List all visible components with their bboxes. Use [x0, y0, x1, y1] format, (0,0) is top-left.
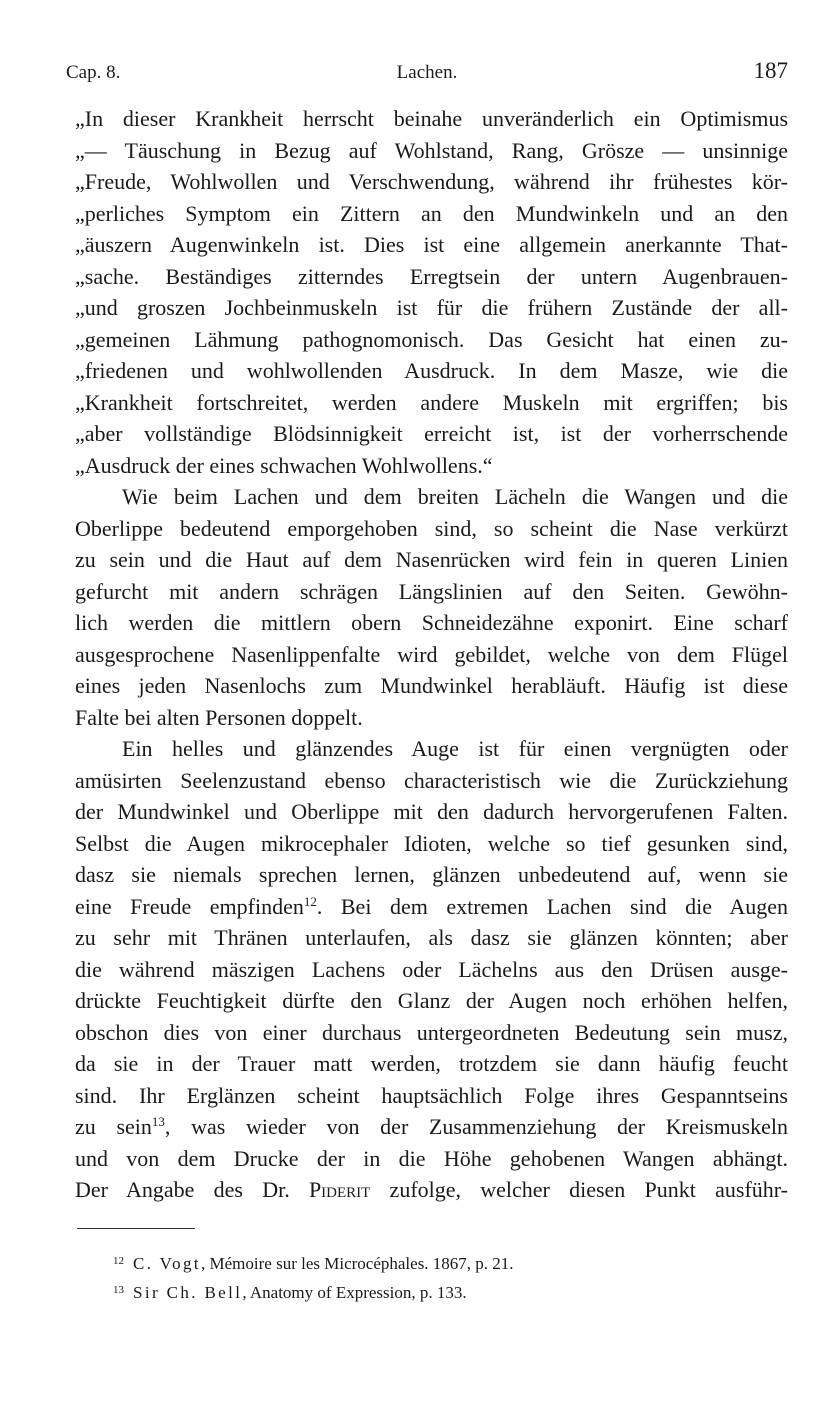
text-line: [75, 859, 788, 891]
line-text: drückte Feuchtigkeit dürfte den Glanz der Augen noch erhöhen helfen,: [75, 988, 788, 1013]
line-text: „gemeinen Lähmung pathognomonisch. Das Gesicht hat einen zu-: [75, 326, 788, 352]
text-line: [75, 670, 788, 702]
chapter-label: Cap. 8.: [66, 62, 121, 83]
line-text: Falte bei alten Personen doppelt.: [75, 704, 363, 730]
text-line: [75, 765, 788, 797]
line-text: „aber vollständige Blödsinnigkeit erreicht ist, ist der vorherrschende: [75, 421, 788, 446]
line-text: „sache. Beständiges zitterndes Erregtsein der untern Augenbrauen-: [75, 263, 788, 289]
footnote: [113, 1279, 733, 1308]
text-line: [75, 229, 788, 261]
text-line: [75, 135, 788, 167]
text-line: [75, 324, 788, 356]
text-line: [75, 796, 788, 828]
text-line: [75, 292, 788, 324]
line-text: und von dem Drucke der in die Höhe gehobenen Wangen abhängt.: [75, 1145, 788, 1171]
footnotes: [113, 1250, 733, 1308]
text-line: [75, 1048, 788, 1080]
line-text: der Mundwinkel und Oberlippe mit den dadurch hervorgerufenen Falten.: [75, 799, 788, 824]
footnote-ref: 13: [151, 1114, 165, 1129]
footnote-mark: 12: [113, 1255, 124, 1267]
line-text: dasz sie niemals sprechen lernen, glänzen unbedeutend auf, wenn sie: [75, 862, 788, 887]
text-line: [75, 639, 788, 671]
text-line: [75, 544, 788, 576]
line-text: Oberlippe bedeutend emporgehoben sind, so scheint die Nase verkürzt: [75, 515, 788, 541]
running-title: Lachen.: [396, 62, 458, 83]
line-text: Wie beim Lachen und dem breiten Lächeln die Wangen und die: [122, 484, 788, 509]
line-text: „äuszern Augenwinkeln ist. Dies ist eine allgemein anerkannte That-: [75, 232, 788, 257]
text-line: [75, 828, 788, 860]
body-text: [75, 103, 788, 1206]
text-line: [75, 1174, 788, 1206]
line-text: gefurcht mit andern schrägen Längslinien auf den Seiten. Gewöhn-: [75, 578, 788, 604]
footnote-text: , Mémoire sur les Microcéphales. 1867, p. 21.: [201, 1254, 514, 1273]
line-text: „friedenen und wohlwollenden Ausdruck. In dem Masze, wie die: [75, 358, 788, 383]
footnote-author: C. Vogt: [133, 1254, 202, 1273]
footnote-rule: [77, 1228, 195, 1229]
line-text: zu sein: [75, 1114, 152, 1139]
text-line: [75, 954, 788, 986]
text-line: [75, 922, 788, 954]
text-line: [75, 261, 788, 293]
line-text: da sie in der Trauer matt werden, trotzdem sie dann häufig feucht: [75, 1051, 788, 1076]
line-text: „Krankheit fortschreitet, werden andere Muskeln mit ergriffen; bis: [75, 389, 788, 415]
text-line: [75, 481, 788, 513]
line-text: amüsirten Seelenzustand ebenso characteristisch wie die Zurückziehung: [75, 767, 788, 793]
text-line: [75, 355, 788, 387]
line-text: . Bei dem extremen Lachen sind die Augen: [316, 893, 788, 919]
line-text: , was wieder von der Zusammenziehung der Kreismuskeln: [164, 1114, 788, 1139]
text-line: [75, 166, 788, 198]
text-line: [75, 1143, 788, 1175]
text-line: [75, 513, 788, 545]
footnote-ref: 12: [303, 893, 317, 909]
text-line: [75, 702, 788, 734]
text-line: [75, 1017, 788, 1049]
text-line: [75, 607, 788, 639]
line-text: Ein helles und glänzendes Auge ist für einen vergnügten oder: [122, 736, 788, 761]
text-line: [75, 576, 788, 608]
line-text: „Ausdruck der eines schwachen Wohlwollens.“: [75, 452, 493, 478]
text-line: [75, 198, 788, 230]
page-number: 187: [753, 58, 788, 83]
text-line: [75, 1111, 788, 1143]
line-text: „und groszen Jochbeinmuskeln ist für die frühern Zustände der all-: [75, 295, 788, 320]
text-line: [75, 733, 788, 765]
line-text: eines jeden Nasenlochs zum Mundwinkel herabläuft. Häufig ist diese: [75, 673, 788, 698]
line-text: zu sehr mit Thränen unterlaufen, als dasz sie glänzen könnten; aber: [75, 925, 788, 950]
line-text: „perliches Symptom ein Zittern an den Mundwinkeln und an den: [75, 200, 788, 226]
text-line: [75, 103, 788, 135]
author-name: Piderit: [308, 1177, 371, 1202]
line-text: ausgesprochene Nasenlippenfalte wird gebildet, welche von dem Flügel: [75, 641, 788, 667]
footnote-author: Sir Ch. Bell: [133, 1283, 243, 1302]
line-text: sind. Ihr Erglänzen scheint hauptsächlich Folge ihres Gespanntseins: [75, 1082, 788, 1108]
text-line: [75, 891, 788, 923]
line-text: obschon dies von einer durchaus untergeordneten Bedeutung sein musz,: [75, 1019, 788, 1045]
line-text: zu sein und die Haut auf dem Nasenrücken wird fein in queren Linien: [75, 547, 788, 572]
text-line: [75, 387, 788, 419]
footnote: [113, 1250, 733, 1279]
text-line: [75, 450, 788, 482]
footnote-mark: 13: [113, 1284, 124, 1296]
line-text: Der Angabe des Dr.: [75, 1177, 309, 1202]
line-text: Selbst die Augen mikrocephaler Idioten, welche so tief gesunken sind,: [75, 830, 788, 856]
line-text: „In dieser Krankheit herrscht beinahe unveränderlich ein Optimismus: [75, 106, 788, 131]
line-text: eine Freude empfinden: [75, 893, 304, 919]
running-head: [66, 58, 788, 86]
text-line: [75, 985, 788, 1017]
line-text: die während mäszigen Lachens oder Lächelns aus den Drüsen ausge-: [75, 956, 788, 982]
text-line: [75, 1080, 788, 1112]
line-text: zufolge, welcher diesen Punkt ausführ-: [370, 1177, 788, 1202]
footnote-text: , Anatomy of Expression, p. 133.: [242, 1283, 467, 1302]
line-text: „— Täuschung in Bezug auf Wohlstand, Rang, Grösze — unsinnige: [75, 137, 788, 163]
text-line: [75, 418, 788, 450]
line-text: „Freude, Wohlwollen und Verschwendung, während ihr frühestes kör-: [75, 169, 788, 194]
line-text: lich werden die mittlern obern Schneidezähne exponirt. Eine scharf: [75, 610, 788, 635]
